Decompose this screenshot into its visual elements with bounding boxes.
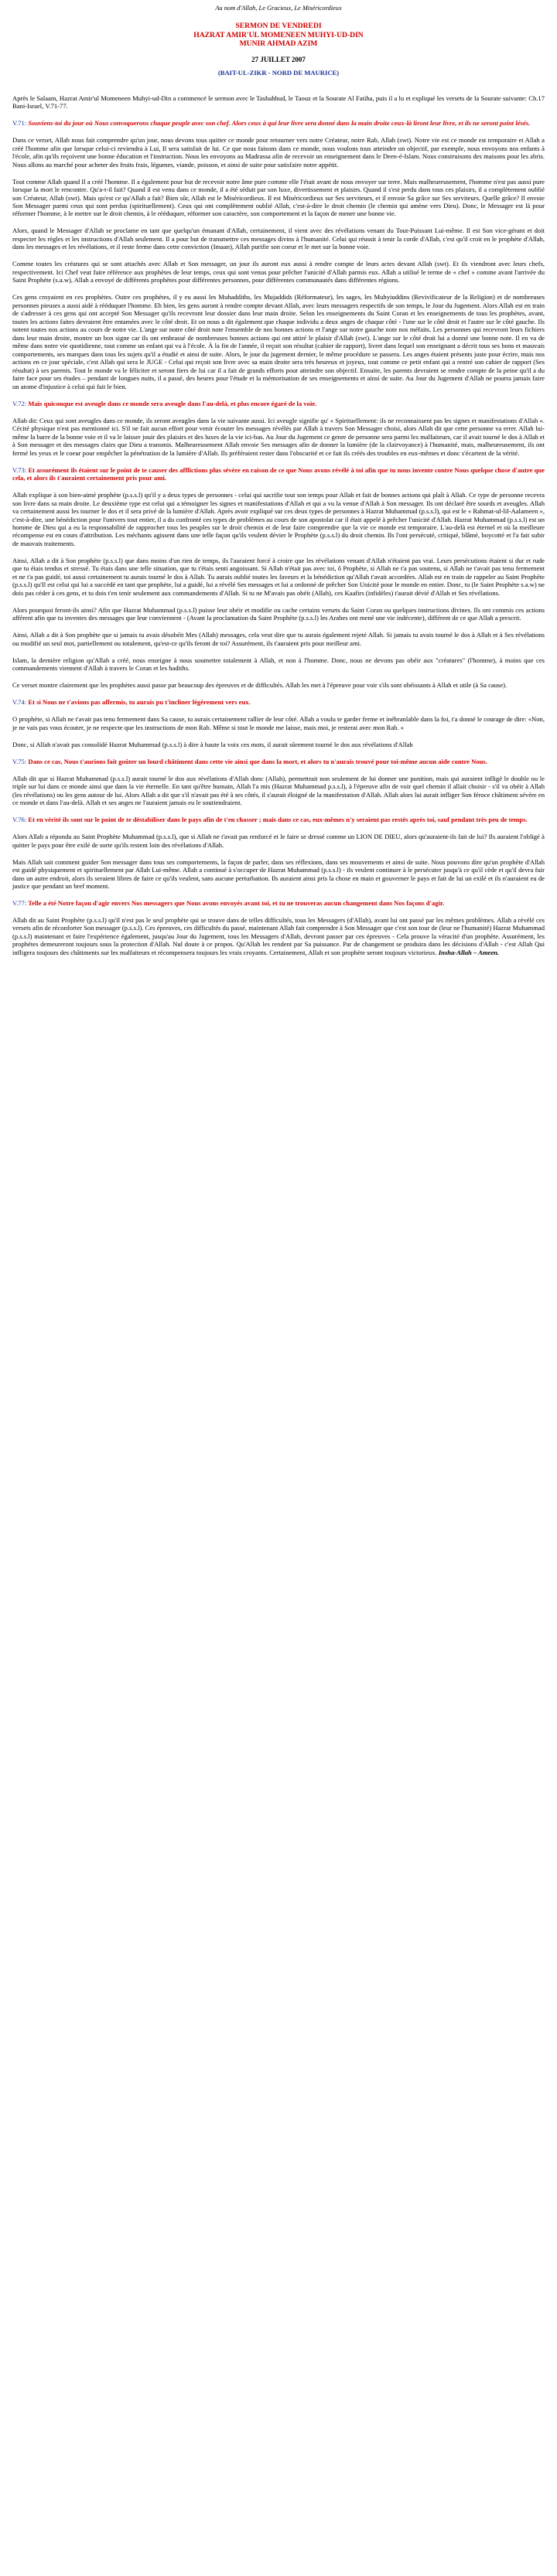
verse-text: Mais quiconque est aveugle dans ce monde sera aveugle dans l'au-delà, et plus encore égaré de la voie. bbox=[28, 399, 317, 407]
verse-77 bbox=[12, 899, 545, 907]
commentary-paragraph: Ces gens croyaient en ces prophètes. Outre ces prophètes, il y eu aussi les Muhaddiths, les Mujaddids (Réformateur), les sages, les Muhyiuddins (Revivificateur de la Religion) et de nombreuses personnes pieuses a aussi aidé à rééduquer l'homme. Eh bien, les gens auront à rendre compte devant Allah, avec leurs messagers respectifs de son temps, le Jour du Jugement. Alors Allah est en train de s'adresser à ces gens qui ont accepté Son Messager qu'ils recevront leur dossier dans leur main droite. Selon les enseignements du Saint Coran et les enseignements de tous les prophètes, avant, toutes les actions faites devraient être entamées avec le côté droit. Et on nous a dit également que chaque individu a deux anges de chaque côté - l'une sur le côté droit et l'autre sur le côté gauche. Ils notent toutes nos actions au cours de notre vie. L'ange sur notre côté droit note l'ensemble de nos bonnes actions et l'ange sur notre gauche note nos méfaits. Les personnes qui recevront leurs fichiers dans leur main droite, montre un bon signe car ils ont embrassé de nombreuses bonnes actions qui ont attiré le plaisir d'Allah (swt). L'ange sur le côté droit lui a donné une bonne note. Il en va de même dans notre vie quotidienne, tout comme un enfant qui va à l'école. À la fin de l'année, il reçoit son résultat (cahier de rapport), livret dans lequel son enseignant a décrit tous ses bons et mauvais comportements, ses marques dans tous les sujets qu'il a étudié et ainsi de suite. Alors, le jour du jugement dernier, le même procédure se passera. Les anges étaient présents juste pour écrire, mais nos actions en ce jour spéciale, c'est Allah qui sera le JUGE - Celui qui reçoit son livre avec sa main droite sera très heureux et joyeux, tout comme ce petit enfant qui a rentré son cahier de rapport (Ses résultat) à ses parents. Tout le monde va le féliciter et seront fiers de lui car il a fait de grands efforts pour atteindre son objectif. Ensuite, les parents devraient se rendre compte de la peine qu'il a du faire face pour ses études – pendant de longues nuits, il a passé, des heures pour l'étude et la mémorisation de ses enseignements et ainsi de suite. Au Jour du Jugement d'Allah ne pourra jamais faire un atome d'injustice à celui qui fait le bien. bbox=[12, 293, 545, 390]
commentary-paragraph: Ainsi, Allah a dit à Son prophète que si jamais tu avais désobéit Mes (Allah) messages, cela veut dire que tu aurais également rejeté Allah. Si jamais tu avais tourné le dos à Allah et à Ses révélations ou modifié un seul mot, partiellement ou totalement, qu'est-ce qu'ils feront de toi? Assurément, ils t'auraient pris pour meilleur ami. bbox=[12, 631, 545, 647]
verse-text: Dans ce cas, Nous t'aurions fait goûter un lourd châtiment dans cette vie ainsi que dans la mort, et alors tu n'aurais trouvé pour toi-même aucun aide contre Nous. bbox=[28, 757, 487, 765]
verse-text: Et si Nous ne t'avions pas affermis, tu aurais pu t'incliner légèrement vers eux. bbox=[28, 698, 251, 707]
commentary-paragraph: Allah dit: Ceux qui sont aveugles dans ce monde, ils seront aveugles dans la vie suivante aussi. Ici aveugle signifie qu' « Spirituellement: ils ne reconnaissent pas les signes et manifestations d'Allah ». Cécité physique n'est pas mentionné ici. S'il ne fait aucun effort pour venir écouter les messages révélés par Allah à travers Son Messager choisi, alors Allah dit que cette personne va errer. Allah lui-même la barre de la bonne voie et il va le laisser jouir des plaisirs et des luxes de la vie ici-bas. Au Jour du Jugement ce genre de personne sera parmi les malfaiteurs, car il avait tourné le dos à Allah et à Son messager et des messages clairs que Dieu a transmis. Malheureusement Allah envoie Ses messages afin de donner la lumière (de la clairvoyance) à l'humanité, mais, malheureusement, ils ont fermé les yeux et le coeur pour empêcher la pénétration de la lumière d'Allah. Ils préféraient rester dans l'obscurité et ce fait ils créés des troubles en eux-mêmes et donc s'écartent de la vérité. bbox=[12, 416, 545, 457]
invocation: Au nom d'Allah, Le Gracieux, Le Miséricordieux bbox=[215, 5, 342, 12]
commentary-paragraph: Dans ce verset, Allah nous fait comprendre qu'un jour, nous devons tous quitter ce monde pour retourner vers notre Créateur, notre Rab, Allah (swt). Notre vie est ce monde est temporaire et Allah a créé l'homme afin que lorsque celui-ci reviendra à Lui, Il sera satisfait de lui. Ce que nous faisons dans ce monde, nous voulons tous atteindre un objectif, par exemple, nous envoyons nos enfants à l'école, afin qu'ils reçoivent une bonne éducation et l'instruction. Nous les envoyons au Madrassa afin de recevoir un enseignement dans le Deen-é-Islam. Nous construisons des maisons pour les abris. Nous allons au marché pour acheter des fruits frais, légumes, viande, poisson, et ainsi de suite pour satisfaire notre appétit. bbox=[12, 136, 545, 169]
intro-paragraph: Après le Salaam, Hazrat Amir'ul Momeneen Muhyi-ud-Din a commencé le sermon avec le Tashahhud, le Taouz et la Sourate Al Fatiha, puis il a lu et expliqué les versets de la Sourate suivante: Ch.17 Bani-Israel, V.71-77. bbox=[12, 94, 545, 111]
verse-number: V.74: bbox=[12, 698, 27, 707]
commentary-paragraph: Allah explique à son bien-aimé prophète (p.s.s.l) qu'il y a deux types de personnes - celui qui sacrifie tout son temps pour Allah et fait de bonnes actions qui plaît à Allah. Ce type de personne recevra son livre dans sa main droite. Le deuxième type est celui qui a témoigner les signes et manifestations d'Allah et qui a vu la venue d'Allah à Son messager. Ils ont déclaré être sourds et aveugles. Allah va certainement aussi les tourner le dos et il sera privé de la lumière d'Allah. Après avoir expliqué sur ces deux types de personnes à Hazrat Muhammad (p.s.s.l), qui est le « Rahmat-ul-lil-Aalameen », c'est-à-dire, une bénédiction pour l'univers tout entier, il a du confronté ces types de problèmes au cours de son apostolat car il était appelé à prêcher l'unicité d'Allah. Hazrat Muhammad (p.s.s.l) est un homme de Dieu qui a eu la responsabilité de rapprocher tous les peuples sur le droit chemin et de leur faire comprendre que la vie ce monde est temporaire. L'au-delà est éternel et où la meilleure récompense est en cours d'attribution. Les méchants agissent dans une telle façon qu'ils veulent dévier le Prophète (p.s.s.l) du droit chemin. Ils l'ont persécuté, critiqué, blâmé, boycotté et l'a fait subir de mauvais traitements. bbox=[12, 491, 545, 547]
verse-number: V.75: bbox=[12, 757, 27, 765]
verse-number: V.76: bbox=[12, 816, 27, 824]
commentary-paragraph: Alors pourquoi feront-ils ainsi? Afin que Hazrat Muhammad (p.s.s.l) puisse leur obéir et modifie ou cache certains versets du Saint Coran ou quelques instructions divines. Ils ont commis ces actions afférent afin que tu inventes des messages que leur conviennent - (Avant la proclamation du Saint Prophète (p.s.s.l) les Arabes ont mené une vie indécente), différent de ce que Allah a prescrit. bbox=[12, 605, 545, 622]
closing-paragraph-text: Allah dit au Saint Prophète (p.s.s.l) qu'il n'est pas le seul prophète qui se trouve dans de telles difficultés, tous les Messagers (d'Allah), avant lui ont passé par les mêmes problèmes. Allah a révélé ces versets afin de réconforter Son messager (p.s.s.l). Ces épreuves, ces difficultés du passé, maintenant Allah fait comprendre à Son Messager que c'est son tour de (leur ne l'humanité) Hazrat Muhammad (p.s.s.l) maintenant et faire l'expérience également, jusqu'au Jour du Jugement, tous les Messagers d'Allah, devront passer par ces épreuves - Cela prouve la véracité d'un prophète. Assurément, les prophètes demeureront toujours sous la protection d'Allah. Nul doute à ce propos. Qu'Allah les rendent par Sa puissance. Par de changement se produira dans les décisions d'Allah - c'est Allah Qui infligera toujours des châtiments sur les malfaiteurs et récompensera toujours les vrais croyants. Certainement, Allah et son prophète seront toujours victorieux. bbox=[12, 915, 545, 956]
title-line: MUNIR AHMAD AZIM bbox=[239, 39, 318, 48]
verse-75 bbox=[12, 758, 545, 765]
commentary-paragraph: O prophète, si Allah ne t'avait pas tenu fermement dans Sa cause, tu aurais certainement rallier de leur côté. Allah a voulu te garder ferme et inébranlable dans la foi, t'a donné le courage de dire: «Non, je ne vais pas vous écouter, je ne respecte que les instructions de mon Rab. Même si tout le monde me laisse, mais moi, je resterai avec mon Rab. » bbox=[12, 715, 545, 731]
title-line: HAZRAT AMIR'UL MOMENEEN MUHYI-UD-DIN bbox=[193, 30, 364, 39]
verse-72 bbox=[12, 400, 545, 407]
commentary-paragraph: Ainsi, Allah a dit à Son prophète (p.s.s.l) que dans moins d'un rien de temps, ils l'auraient forcé à croire que les révélations venant d'Allah n'étaient pas vrai. Leurs persécutions étaient si dur et rude que tu étais tendus et stressé. Tu étais dans une telle situation, que tu t'étais senti angoissant. Si Allah n'était pas avec toi, ô Prophète, si Allah ne t'a pas soutenu, si Allah ne t'avait pas tenu fermement et ne t'a pas guidé, toi aussi certainement tu aurais tourné le dos à Allah. Tu aurais oublié toutes les faveurs et la bénédiction qu'Allah t'avait accordées. Allah est en train de rappeler au Saint Prophète (p.s.s.l) qu'Il est celui qui lui a succédé en tant que prophète, lui a guidé, lui a révélé Ses messages et lui a ordonné de prêcher Son Unicité pour le monde en entier. Donc, tu (le Saint Prophète s.a.w) ne dois pas céder à ces gens, et tu dois t'en tenir seulement aux commandements d'Allah. Si tu ne M'avais pas obéit (Allah), ces Kaafirs (infidèles) t'aurait dévié d'Allah et Ses révélations. bbox=[12, 556, 545, 597]
commentary-paragraph: Tout comme Allah quand Il a créé l'homme. Il a également pour but de recevoir notre âme pure comme elle l'était avant de nous envoyer sur terre. Mais malheureusement, l'homme n'est pas aussi pure lorsque la mort le rencontre. Qu'a-t-il fait? Quand il est venu dans ce monde, il a été séduit par son luxe, divertissement et plaisirs. Quand il s'est perdu dans tous ces plaisirs, il a complètement oublié son Créateur, Allah (swt). Mais qu'est ce qu'Allah a fait? Bien sûr, Allah est le Miséricordieux. Il est Miséricordieux sur Ses serviteurs, et il envoie Sa grâce sur Ses serviteurs. Quelle grâce? Il envoie Son Messager parmi ceux qui sont perdus (spirituellement). Ceux qui ont complètement oublié Allah, c'est-à-dire le droit chemin (le chemin qui amène vers Dieu). Donc, le Messager est là pour réformer l'homme, à le mettre sur le droit chemin, à le rééduquer, réformer son caractère, son comportement et la façon de mener une bonne vie. bbox=[12, 177, 545, 218]
commentary-paragraph: Allah dit que si Hazrat Muhammad (p.s.s.l) aurait tourné le dos aux révélations d'Allah donc (Allah), permettrait non seulement de lui donner une punition, mais qui auraient infligé le double ou le triple sur lui dans ce monde ainsi que dans la vie éternelle. En tant qu'être humain, Allah l'a mis (Hazrat Muhammad p.s.s.l), à l'épreuve afin de voir quel chemin il allait choisir - s'il va obéir à Allah (les révélations) ou les gens autour de lui. Alors Allah a dit que s'il n'avait pas été à ses côtés, il s'aurait éloigné de la manifestation d'Allah. Allah alors lui aurait infliger Son féroce châtiment sévère en ce monde et dans l'au-delà. Allah et ses anges ne l'auraient jamais eu le soutiendraient. bbox=[12, 774, 545, 807]
title-line: SERMON DE VENDREDI bbox=[235, 22, 322, 31]
verse-text: Et en vérité ils sont sur le point de te déstabiliser dans le pays afin de t'en chasser ; mais dans ce cas, eux-mêmes n'y seraient pas restés après toi, sauf pendant très peu de temps. bbox=[28, 816, 528, 824]
commentary-paragraph: Donc, si Allah n'avait pas consolidé Hazrat Muhammad (p.s.s.l) à dire à haute la voix ces mots, il aurait sûrement tourné le dos aux révélations d'Allah bbox=[12, 740, 413, 748]
verse-text: Telle a été Notre façon d'agir envers Nos messagers que Nous avons envoyés avant toi, et tu ne trouveras aucun changement dans Nos façons d'agir. bbox=[28, 899, 445, 907]
sermon-title bbox=[12, 22, 545, 48]
verse-text: Et assurément ils étaient sur le point de te causer des afflictions plus sévère en raison de ce que Nous avons révélé à toi afin que tu nous invente contre Nous quelque chose d'autre que cela, et alors ils t'auraient certainement pris pour ami. bbox=[12, 465, 545, 482]
verse-number: V.72: bbox=[12, 399, 27, 407]
verse-number: V.71: bbox=[12, 119, 27, 128]
sermon-location: (BAIT-UL-ZIKR - NORD DE MAURICE) bbox=[217, 69, 340, 77]
commentary-paragraph: Islam, la dernière religion qu'Allah a créé, nous enseigne à nous soumettre totalement à Allah, et non à l'homme. Donc, nous ne devons pas obéir aux "créatures" (l'homme), à moins que ces commandements viennent d'Allah à travers le Coran et les hadiths. bbox=[12, 656, 545, 673]
sermon-date: 27 JUILLET 2007 bbox=[251, 56, 306, 64]
verse-number: V.73: bbox=[12, 465, 27, 474]
commentary-paragraph: Alors, quand le Messager d'Allah se proclame en tant que quelqu'un émanant d'Allah, certainement, il vient avec des révélations venant du Tout-Puissant Lui-même. Il est Son vice-gérant et doit respecter les règles et les instructions d'Allah seulement. Il a pour but de transmettre ces messages divins à l'humanité. Celui qui réussit à tenir la corde d'Allah, c'est qu'il croit en le prophète d'Allah, dans les messages et les révélations, et il reste ferme dans cette conviction (Imaan), Allah purifie son coeur et le met sur la bonne voie. bbox=[12, 227, 545, 251]
commentary-paragraph: Mais Allah sait comment guider Son messager dans tous ses comportements, la façon de parler, dans ses réflexions, dans ses mouvements et ainsi de suite. Nous pouvons dire qu'un prophète d'Allah est guidé physiquement et spirituellement par Allah Lui-même. Allah a continué à s'occuper de Hazrat Muhammad (p.s.s.l) - ils veulent continuer à le persécuter jusqu'à ce qu'il cède et qu'il devra fuir dans un autre endroit, alors ils seraient libres de faire ce qu'ils veulent, sans aucune perturbation. Ils auraient ainsi pris la chose en main et gouverner le pays et fait de lui un exilé et ils n'auraient eu de justice que pendant un bref moment. bbox=[12, 857, 545, 891]
commentary-paragraph: Comme toutes les créatures qui se sont attachés avec Allah et Son messager, un jour ils auront eux aussi à rendre compte de leurs actes devant Allah (swt). Et ils viendront avec leurs chefs, respectivement. Ici Chef veut faire référence aux prophètes de leur temps, ceux qui sont venus pour prêcher l'unicité d'Allah parmis eux. Allah a utilisé le terme de « chef » comme avant l'arrivée du Saint Prophète (s.a.w), Allah a envoyé de différents prophètes pour différentes personnes, pour différentes communautés dans différentes régions. bbox=[12, 260, 545, 285]
verse-74 bbox=[12, 698, 545, 706]
commentary-paragraph bbox=[12, 916, 545, 956]
verse-text: Souviens-toi du jour où Nous convoquerons chaque peuple avec son chef. Alors ceux à qui leur livre sera donné dans la main droite ceux-là liront leur livre, et ils ne seront point lésés. bbox=[28, 119, 531, 128]
verse-76 bbox=[12, 816, 545, 823]
verse-71 bbox=[12, 119, 545, 127]
closing-blessing: Insha-Allah – Ameen. bbox=[438, 948, 500, 956]
commentary-paragraph: Ce verset montre clairement que les prophètes aussi passe par beaucoup des épreuves et de difficultés. Allah les met à l'épreuve pour voir s'ils sont obéissants à Allah et utile (à Sa cause). bbox=[12, 681, 507, 690]
commentary-paragraph: Alors Allah a répondu au Saint Prophète Muhammad (p.s.s.l), que si Allah ne t'avait pas renforcé et le faire se dressé comme un LION DE DIEU, alors qu'auraient-ils fait de lui? Ils auraient l'obligé à quitter le pays pour être exilé de sorte qu'ils restent loin des révélations d'Allah. bbox=[12, 833, 545, 849]
verse-73 bbox=[12, 466, 545, 482]
verse-number: V.77: bbox=[12, 899, 27, 907]
